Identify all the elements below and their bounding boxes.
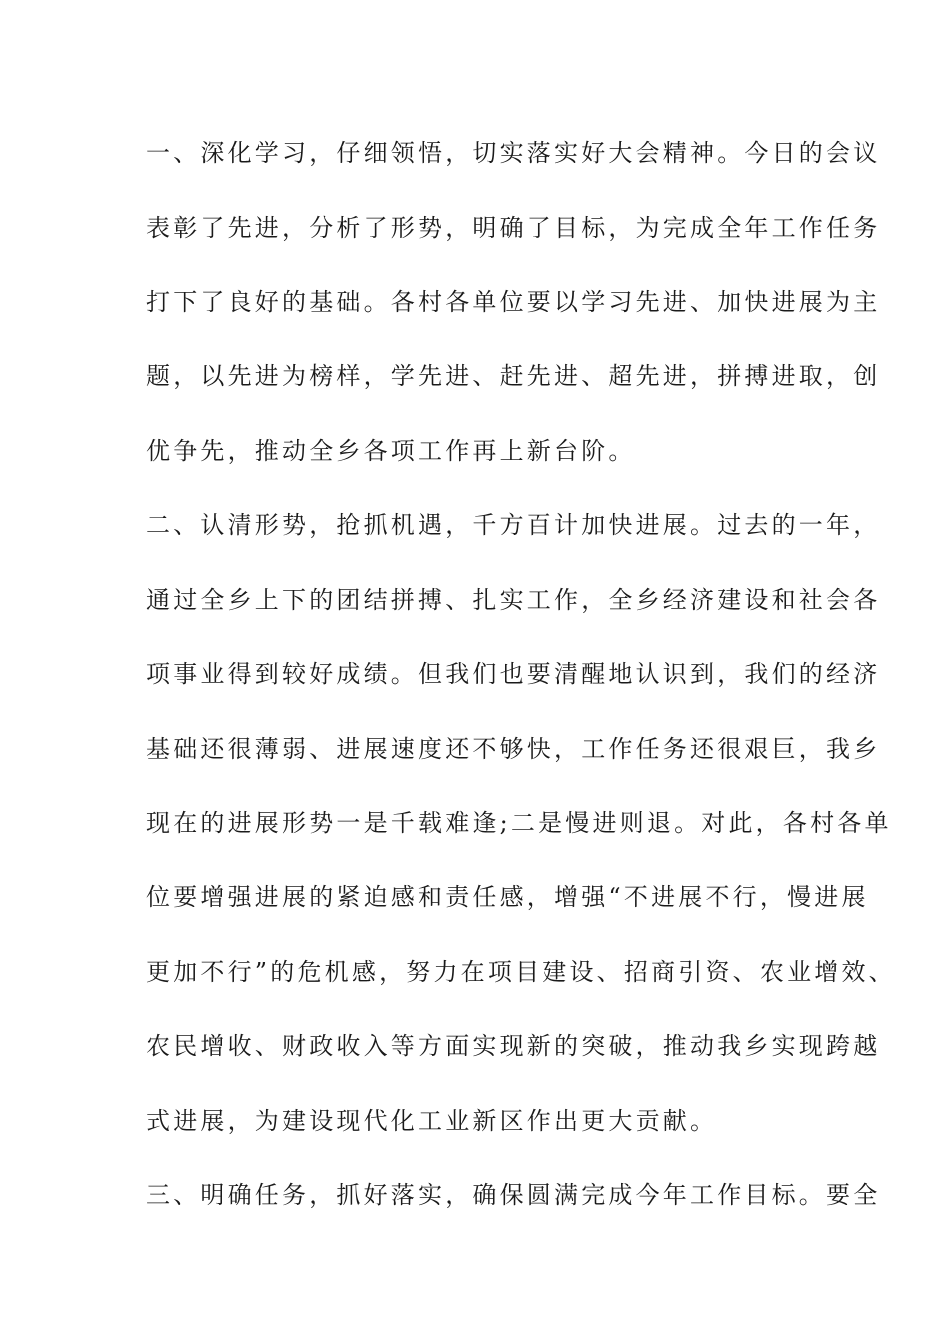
- text-line: 项事业得到较好成绩。但我们也要清醒地认识到，我们的经济: [146, 660, 881, 688]
- text-line: 打下了良好的基础。各村各单位要以学习先进、加快进展为主: [146, 288, 881, 316]
- text-line: 现在的进展形势一是千载难逢;二是慢进则退。对此，各村各单: [146, 809, 892, 837]
- text-line: 位要增强进展的紧迫感和责任感，增强“不进展不行，慢进展: [146, 883, 869, 911]
- text-line: 通过全乡上下的团结拼搏、扎实工作，全乡经济建设和社会各: [146, 586, 881, 614]
- text-line: 题，以先进为榜样，学先进、赶先进、超先进，拼搏进取，创: [146, 362, 881, 390]
- text-line: 表彰了先进，分析了形势，明确了目标，为完成全年工作任务: [146, 214, 881, 242]
- text-line: 更加不行”的危机感，努力在项目建设、招商引资、农业增效、: [146, 958, 896, 986]
- text-line: 农民增收、财政收入等方面实现新的突破，推动我乡实现跨越: [146, 1032, 881, 1060]
- text-line: 优争先，推动全乡各项工作再上新台阶。: [146, 437, 636, 465]
- text-line: 三、明确任务，抓好落实，确保圆满完成今年工作目标。要全: [146, 1181, 881, 1209]
- text-line: 式进展，为建设现代化工业新区作出更大贡献。: [146, 1107, 718, 1135]
- text-line: 一、深化学习，仔细领悟，切实落实好大会精神。今日的会议: [146, 139, 881, 167]
- text-line: 基础还很薄弱、进展速度还不够快，工作任务还很艰巨，我乡: [146, 735, 881, 763]
- text-line: 二、认清形势，抢抓机遇，千方百计加快进展。过去的一年，: [146, 511, 881, 539]
